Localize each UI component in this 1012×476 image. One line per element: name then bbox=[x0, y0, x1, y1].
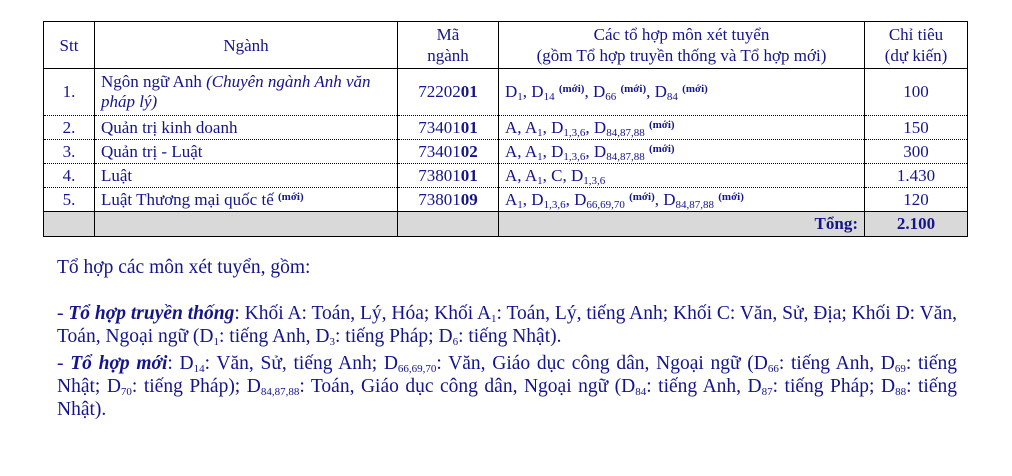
header-ma-nganh: Mã ngành bbox=[398, 22, 499, 69]
admission-table bbox=[43, 21, 968, 237]
new-combos: - Tổ hợp mới: $D_{14}$: Văn, Sử, tiếng Anh; $D_{66,69,70}$: Văn, Giáo dục công dân, Ngoại ngữ ($D_{66}$: tiếng Anh, $D_{69}$: tiếng Nhật; $D_{70}$: tiếng Pháp); $D_{84,87,88}$: Toán, Giáo dục công dân, Ngoại ngữ ($D_{84}$: tiếng Anh, $D_{87}$: tiếng Pháp; $D_{88}$: tiếng Nhật). bbox=[57, 353, 957, 420]
row-quota: 150 bbox=[865, 116, 968, 140]
row-quota: 1.430 bbox=[865, 164, 968, 188]
table-row bbox=[44, 188, 968, 212]
total-value: 2.100 bbox=[865, 212, 968, 237]
row-name: Ngôn ngữ Anh (Chuyên ngành Anh văn pháp lý) bbox=[95, 69, 398, 116]
row-code: 7380109 bbox=[398, 188, 499, 212]
row-quota: 300 bbox=[865, 140, 968, 164]
table-row bbox=[44, 140, 968, 164]
row-quota: 100 bbox=[865, 69, 968, 116]
row-stt: 5. bbox=[44, 188, 95, 212]
row-combos: A, $A_1$, C, $D_{1,3,6}$ bbox=[499, 164, 865, 188]
row-combos: A, $A_1$, $D_{1,3,6}$, $D_{84,87,88}$ $^{(mới)}$ bbox=[499, 116, 865, 140]
header-chi-tieu: Chỉ tiêu (dự kiến) bbox=[865, 22, 968, 69]
row-code: 7380101 bbox=[398, 164, 499, 188]
row-stt: 4. bbox=[44, 164, 95, 188]
table-row bbox=[44, 69, 968, 116]
row-combos: A, $A_1$, $D_{1,3,6}$, $D_{84,87,88}$ $^{(mới)}$ bbox=[499, 140, 865, 164]
row-stt: 1. bbox=[44, 69, 95, 116]
total-label: Tổng: bbox=[499, 212, 865, 237]
combination-notes bbox=[57, 256, 957, 425]
row-code: 7340102 bbox=[398, 140, 499, 164]
total-row bbox=[44, 212, 968, 237]
row-stt: 3. bbox=[44, 140, 95, 164]
total-empty bbox=[44, 212, 95, 237]
row-stt: 2. bbox=[44, 116, 95, 140]
table-row bbox=[44, 116, 968, 140]
row-combos: $A_1$, $D_{1,3,6}$, $D_{66,69,70}$ $^{(mới)}$, $D_{84,87,88}$ $^{(mới)}$ bbox=[499, 188, 865, 212]
total-empty bbox=[398, 212, 499, 237]
row-name: Quản trị kinh doanh bbox=[95, 116, 398, 140]
traditional-combos: - Tổ hợp truyền thống: Khối A: Toán, Lý, Hóa; Khối $A_1$: Toán, Lý, tiếng Anh; Khối C: Văn, Sử, Địa; Khối D: Văn, Toán, Ngoại ngữ ($D_1$: tiếng Anh, $D_3$: tiếng Pháp; $D_6$: tiếng Nhật). bbox=[57, 303, 957, 348]
row-combos: $D_1$, $D_{14}$ $^{(mới)}$, $D_{66}$ $^{(mới)}$, $D_{84}$ $^{(mới)}$ bbox=[499, 69, 865, 116]
table-row bbox=[44, 164, 968, 188]
row-quota: 120 bbox=[865, 188, 968, 212]
row-name: Luật Thương mại quốc tế $^{(mới)}$ bbox=[95, 188, 398, 212]
row-name: Quản trị - Luật bbox=[95, 140, 398, 164]
row-name: Luật bbox=[95, 164, 398, 188]
header-stt: Stt bbox=[44, 22, 95, 69]
header-to-hop: Các tổ hợp môn xét tuyển (gồm Tổ hợp truyền thống và Tổ hợp mới) bbox=[499, 22, 865, 69]
row-code: 7340101 bbox=[398, 116, 499, 140]
notes-title: Tổ hợp các môn xét tuyển, gồm: bbox=[57, 257, 311, 278]
table-header-row bbox=[44, 22, 968, 69]
header-nganh: Ngành bbox=[95, 22, 398, 69]
total-empty bbox=[95, 212, 398, 237]
row-code: 7220201 bbox=[398, 69, 499, 116]
